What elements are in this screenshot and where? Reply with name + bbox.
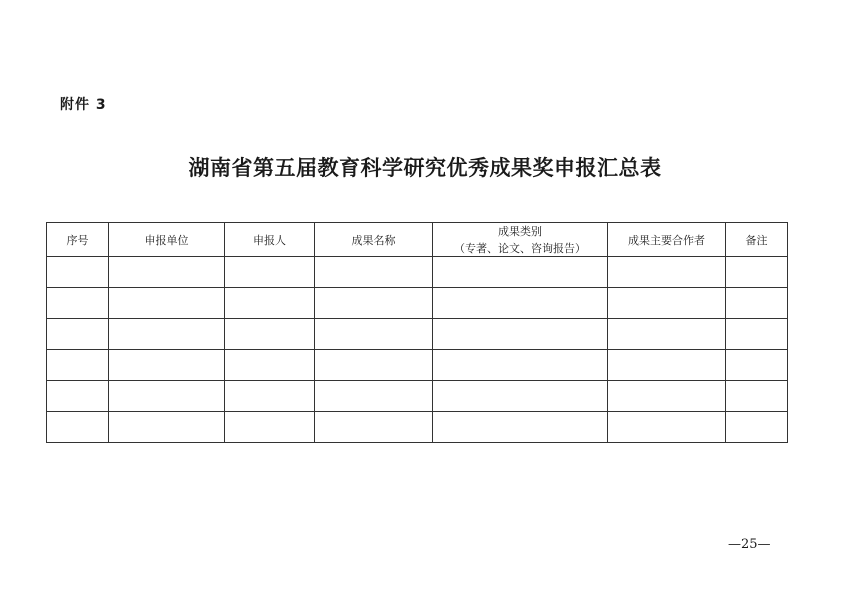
page-title: 湖南省第五届教育科学研究优秀成果奖申报汇总表	[188, 155, 662, 180]
table-row	[47, 257, 788, 288]
table-header-row	[47, 223, 788, 257]
column-header-label: 序号	[66, 233, 89, 247]
column-header-achievement-category	[433, 223, 608, 257]
table-cell[interactable]	[433, 412, 608, 443]
table-cell[interactable]	[726, 381, 788, 412]
table-cell[interactable]	[225, 412, 315, 443]
table-cell[interactable]	[433, 319, 608, 350]
table-cell[interactable]	[608, 412, 726, 443]
table-cell[interactable]	[315, 381, 433, 412]
table-cell[interactable]	[47, 381, 109, 412]
table-row	[47, 288, 788, 319]
attachment-label: 附件 3	[60, 97, 107, 113]
column-header-label: 申报单位	[144, 233, 189, 247]
column-header-achievement-name	[315, 223, 433, 257]
column-header-label: 成果类别	[498, 225, 542, 238]
table-cell[interactable]	[315, 350, 433, 381]
table-cell[interactable]	[225, 257, 315, 288]
column-header-label: 备注	[745, 233, 768, 247]
table-cell[interactable]	[726, 319, 788, 350]
table-cell[interactable]	[726, 350, 788, 381]
table-cell[interactable]	[225, 319, 315, 350]
table-cell[interactable]	[608, 350, 726, 381]
table-cell[interactable]	[726, 412, 788, 443]
table-cell[interactable]	[47, 257, 109, 288]
summary-table	[46, 222, 788, 443]
table-cell[interactable]	[225, 350, 315, 381]
table-cell[interactable]	[109, 381, 225, 412]
table-cell[interactable]	[726, 257, 788, 288]
table-cell[interactable]	[433, 288, 608, 319]
table-cell[interactable]	[433, 381, 608, 412]
table-cell[interactable]	[225, 288, 315, 319]
column-header-serial	[47, 223, 109, 257]
table-cell[interactable]	[608, 257, 726, 288]
column-header-label: 成果主要合作者	[628, 233, 705, 247]
column-header-applicant	[225, 223, 315, 257]
column-header-unit	[109, 223, 225, 257]
table-cell[interactable]	[433, 257, 608, 288]
table-cell[interactable]	[109, 288, 225, 319]
table-cell[interactable]	[47, 412, 109, 443]
table-cell[interactable]	[315, 257, 433, 288]
table-cell[interactable]	[608, 319, 726, 350]
table-cell[interactable]	[315, 412, 433, 443]
table-row	[47, 412, 788, 443]
column-header-sublabel: （专著、论文、咨询报告）	[454, 242, 586, 255]
table-cell[interactable]	[608, 381, 726, 412]
column-header-label: 成果名称	[351, 233, 396, 247]
table-cell[interactable]	[109, 319, 225, 350]
column-header-collaborators	[608, 223, 726, 257]
table-cell[interactable]	[433, 350, 608, 381]
table-cell[interactable]	[109, 412, 225, 443]
column-header-label: 申报人	[253, 233, 286, 247]
table-row	[47, 319, 788, 350]
table-cell[interactable]	[726, 288, 788, 319]
column-header-remarks	[726, 223, 788, 257]
table-cell[interactable]	[47, 288, 109, 319]
page-number: —25—	[728, 537, 771, 552]
table-cell[interactable]	[315, 288, 433, 319]
table-cell[interactable]	[109, 350, 225, 381]
table-cell[interactable]	[225, 381, 315, 412]
table-cell[interactable]	[315, 319, 433, 350]
table-row	[47, 350, 788, 381]
table-cell[interactable]	[47, 319, 109, 350]
table-row	[47, 381, 788, 412]
table-cell[interactable]	[608, 288, 726, 319]
table-cell[interactable]	[47, 350, 109, 381]
table-cell[interactable]	[109, 257, 225, 288]
